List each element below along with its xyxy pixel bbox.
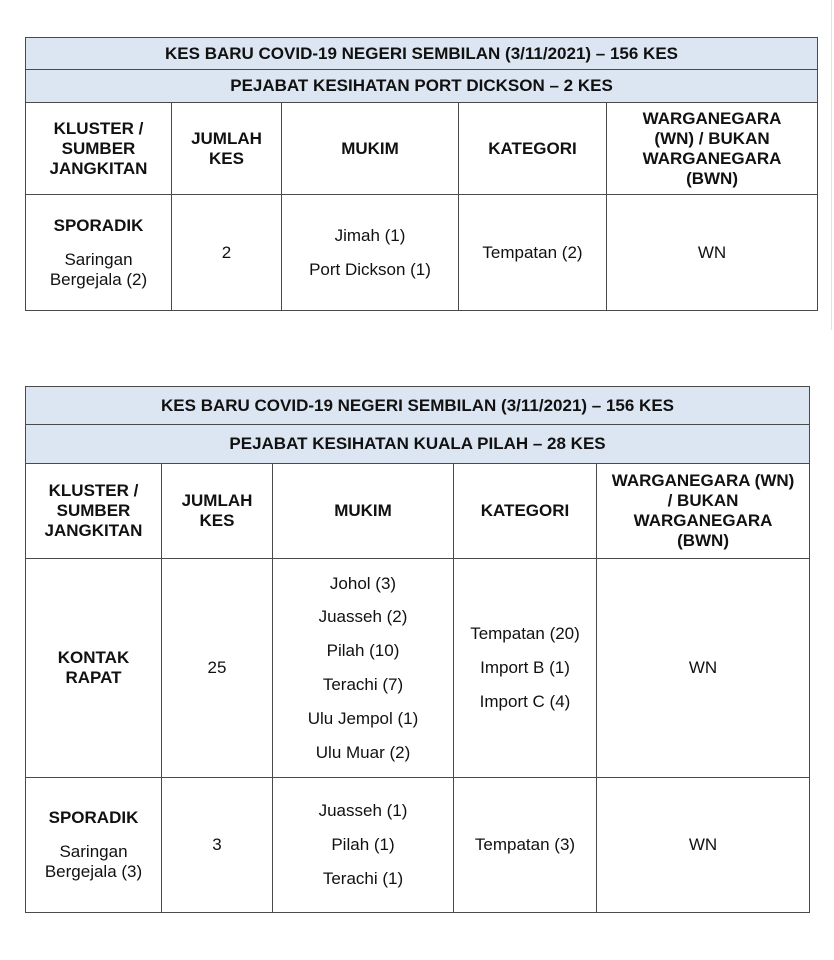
mukim-item: Port Dickson (1) xyxy=(309,259,431,279)
cell-sumber xyxy=(26,778,162,913)
cell-mukim xyxy=(282,195,459,311)
cell-jumlah: 2 xyxy=(172,195,282,311)
table-title: KES BARU COVID-19 NEGERI SEMBILAN (3/11/2021) – 156 KES xyxy=(26,38,818,70)
cell-mukim xyxy=(273,778,454,913)
source-type: SPORADIK xyxy=(48,808,139,827)
table-subtitle-row xyxy=(26,70,818,103)
table-title-row xyxy=(26,387,810,425)
cell-sumber xyxy=(26,559,162,778)
header-mukim: MUKIM xyxy=(273,464,454,559)
mukim-item: Pilah (10) xyxy=(326,641,400,661)
header-mukim: MUKIM xyxy=(282,103,459,195)
table-subtitle: PEJABAT KESIHATAN KUALA PILAH – 28 KES xyxy=(26,425,810,464)
source-detail: Saringan xyxy=(59,842,128,861)
header-warganegara: WARGANEGARA (WN) / BUKAN WARGANEGARA (BWN) xyxy=(607,103,818,195)
cell-sumber xyxy=(26,195,172,311)
table-subtitle: PEJABAT KESIHATAN PORT DICKSON – 2 KES xyxy=(26,70,818,103)
cell-mukim xyxy=(273,559,454,778)
table-title: KES BARU COVID-19 NEGERI SEMBILAN (3/11/2021) – 156 KES xyxy=(26,387,810,425)
mukim-item: Jimah (1) xyxy=(334,225,406,245)
mukim-item: Ulu Jempol (1) xyxy=(307,708,419,728)
source-detail: Bergejala (2) xyxy=(49,269,148,289)
source-detail: Bergejala (3) xyxy=(44,862,143,881)
mukim-item: Terachi (7) xyxy=(322,675,404,694)
table-row xyxy=(26,559,810,778)
header-kategori: KATEGORI xyxy=(454,464,597,559)
cell-warga: WN xyxy=(597,559,810,778)
kategori-item: Tempatan (20) xyxy=(470,624,580,644)
table-row xyxy=(26,778,810,913)
mukim-item: Juasseh (2) xyxy=(318,607,408,627)
kategori-item: Import C (4) xyxy=(479,691,571,711)
source-type: SPORADIK xyxy=(53,215,144,235)
cell-warga: WN xyxy=(607,195,818,311)
kategori-item: Import B (1) xyxy=(480,658,570,678)
cell-kategori: Tempatan (3) xyxy=(454,778,597,913)
header-kategori: KATEGORI xyxy=(459,103,607,195)
source-type: RAPAT xyxy=(65,668,122,687)
header-kluster: KLUSTER / SUMBER JANGKITAN xyxy=(26,464,162,559)
mukim-item: Pilah (1) xyxy=(331,835,395,855)
header-row xyxy=(26,103,818,195)
cell-jumlah: 25 xyxy=(162,559,273,778)
mukim-item: Terachi (1) xyxy=(322,868,404,888)
header-row xyxy=(26,464,810,559)
table-subtitle-row xyxy=(26,425,810,464)
header-jumlah-kes: JUMLAH KES xyxy=(162,464,273,559)
cell-kategori xyxy=(454,559,597,778)
table-kuala-pilah xyxy=(25,386,810,913)
table-title-row xyxy=(26,38,818,70)
header-jumlah-kes: JUMLAH KES xyxy=(172,103,282,195)
mukim-item: Johol (3) xyxy=(329,573,397,593)
table-row xyxy=(26,195,818,311)
cell-kategori: Tempatan (2) xyxy=(459,195,607,311)
cell-warga: WN xyxy=(597,778,810,913)
mukim-item: Juasseh (1) xyxy=(318,801,408,821)
source-detail: Saringan xyxy=(64,249,133,269)
cell-jumlah: 3 xyxy=(162,778,273,913)
header-warganegara: WARGANEGARA (WN) / BUKAN WARGANEGARA (BWN) xyxy=(597,464,810,559)
page-edge-line xyxy=(831,0,832,330)
source-type: KONTAK xyxy=(57,648,130,667)
table-port-dickson xyxy=(25,37,818,311)
header-kluster: KLUSTER / SUMBER JANGKITAN xyxy=(26,103,172,195)
mukim-item: Ulu Muar (2) xyxy=(315,742,411,762)
